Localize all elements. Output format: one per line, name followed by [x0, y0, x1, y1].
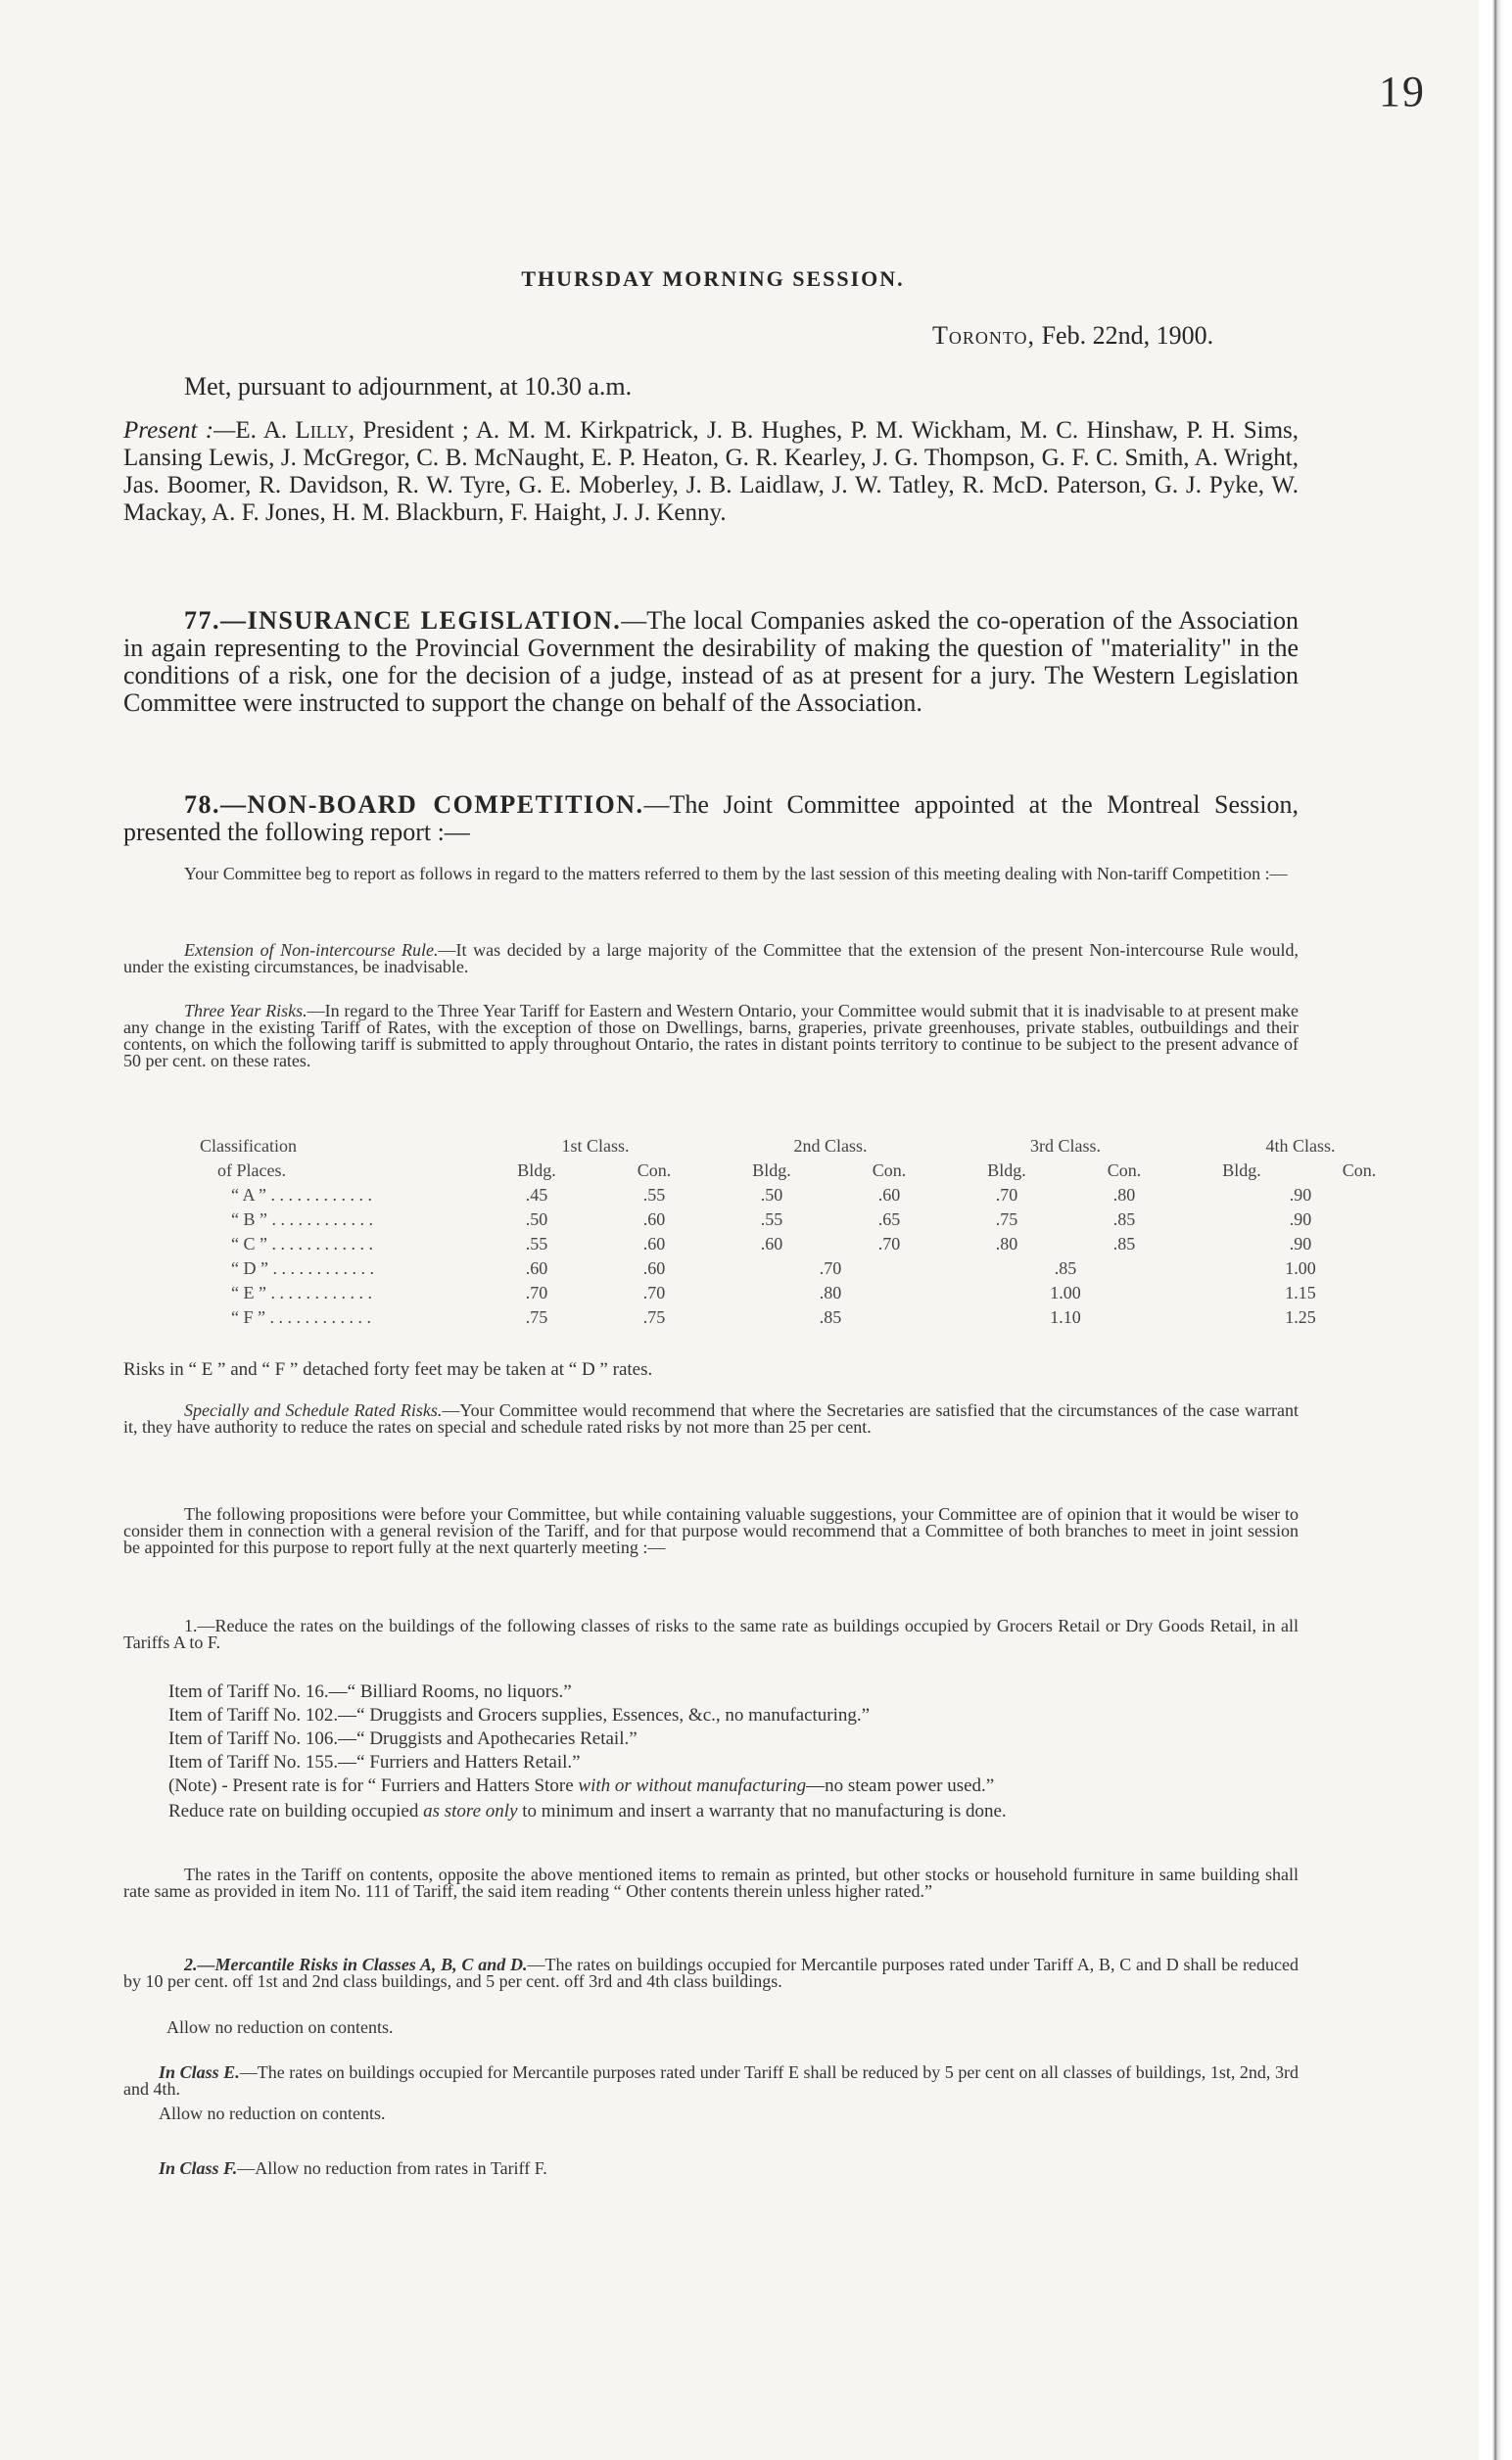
section-77-text: —The local Companies asked the co-operation of the Association in again representing to the Provincial Government the desirability of making the question of "materiality" in the conditions of a risk, one for the decision of a judge, instead of as at present for a jury. The Western Legislation Committee were instructed to support the change on behalf of the Association. [123, 606, 1299, 717]
table-header-con: Con. [637, 1160, 672, 1180]
report-mercantile [123, 1957, 1299, 1990]
table-header-bldg: Bldg. [987, 1160, 1026, 1180]
tariff-item-list [168, 1680, 1304, 1823]
report-following-propositions: The following propositions were before your Committee, but while containing valuable suggestions, your Committee are of opinion that it would be wiser to consider them in connection with a general revision of the Tariff, and for that purpose would recommend that a Committee of both branches to meet in joint session be appointed for this purpose to report fully at the next quarterly meeting :— [123, 1504, 1299, 1557]
table-header-classification: Classification [200, 1136, 297, 1156]
report-extension [123, 942, 1299, 975]
allow-no-reduction-1: Allow no reduction on contents. [166, 2017, 394, 2037]
rate-cell: .65 [877, 1209, 901, 1229]
rate-cell: .80 [995, 1234, 1018, 1254]
rate-cell: .80 [819, 1283, 842, 1302]
place-class: “ D ” . . . . . . . . . . . . [231, 1258, 374, 1278]
rate-cell: .50 [525, 1209, 548, 1229]
rate-cell: .55 [760, 1209, 783, 1229]
extension-title: Extension of Non-intercourse Rule. [184, 940, 439, 960]
table-header-con: Con. [872, 1160, 907, 1180]
class-f-text: —Allow no reduction from rates in Tariff F. [237, 2158, 547, 2178]
rate-cell: .70 [877, 1234, 901, 1254]
rate-cell: .75 [642, 1307, 666, 1327]
section-78 [123, 791, 1299, 846]
rate-cell: .80 [1112, 1185, 1136, 1205]
rate-cell: .60 [525, 1258, 548, 1278]
report-class-e [123, 2064, 1299, 2098]
place-class: “ F ” . . . . . . . . . . . . [231, 1307, 371, 1327]
table-header-2nd-class: 2nd Class. [793, 1136, 868, 1156]
table-header-4th-class: 4th Class. [1265, 1136, 1336, 1156]
list-item: Item of Tariff No. 102.—“ Druggists and Grocers supplies, Essences, &c., no manufacturing.” [168, 1705, 871, 1726]
rate-cell: 1.10 [1050, 1307, 1081, 1327]
rate-cell: 1.25 [1285, 1307, 1316, 1327]
present-lead: Present :— [123, 417, 236, 444]
rate-cell: .85 [1112, 1209, 1136, 1229]
rate-cell: .85 [819, 1307, 842, 1327]
mercantile-text: —The rates on buildings occupied for Mercantile purposes rated under Tariff A, B, C and D shall be reduced by 10 per cent. off 1st and 2nd class buildings, and 5 per cent. off 3rd and 4th class buildings. [123, 1955, 1299, 1991]
rate-cell: .75 [995, 1209, 1018, 1229]
table-header-bldg: Bldg. [1222, 1160, 1261, 1180]
reduce-line-a: Reduce rate on building occupied [168, 1801, 424, 1821]
class-e-title: In Class E. [159, 2062, 240, 2082]
table-row [182, 1305, 1418, 1330]
dateline-date: Feb. 22nd, 1900. [1041, 321, 1214, 350]
report-class-f [159, 2158, 547, 2179]
rate-cell: 1.15 [1285, 1283, 1316, 1302]
note-line [168, 1774, 1304, 1798]
attendees-paragraph [123, 417, 1299, 527]
mercantile-title: 2.—Mercantile Risks in Classes A, B, C and D. [184, 1955, 528, 1974]
rate-cell: .70 [819, 1258, 842, 1278]
rate-cell: .50 [760, 1185, 783, 1205]
section-78-text: —The Joint Committee appointed at the Montreal Session, presented the following report :— [123, 790, 1299, 846]
place-class: “ A ” . . . . . . . . . . . . [231, 1185, 372, 1205]
table-row [182, 1207, 1418, 1232]
table-header-3rd-class: 3rd Class. [1030, 1136, 1101, 1156]
table-header-con: Con. [1107, 1160, 1142, 1180]
page-edge [1479, 0, 1512, 2460]
dateline-place: Toronto, [932, 321, 1036, 350]
rate-cell: .85 [1054, 1258, 1077, 1278]
note-line-italic: with or without manufacturing [578, 1775, 807, 1796]
report-three-year [123, 1003, 1299, 1069]
list-item: Item of Tariff No. 106.—“ Druggists and Apothecaries Retail.” [168, 1728, 638, 1749]
class-e-text: —The rates on buildings occupied for Mercantile purposes rated under Tariff E shall be reduced by 5 per cent on all classes of buildings, 1st, 2nd, 3rd and 4th. [123, 2062, 1299, 2099]
rate-cell: .90 [1289, 1185, 1312, 1205]
rates-table [182, 1134, 1418, 1330]
rate-cell: .55 [642, 1185, 666, 1205]
note-line-c: —no steam power used.” [806, 1775, 995, 1796]
table-header-con: Con. [1342, 1160, 1377, 1180]
rate-cell: .90 [1289, 1209, 1312, 1229]
table-row [182, 1183, 1418, 1207]
session-title: THURSDAY MORNING SESSION. [521, 266, 905, 291]
table-row [182, 1232, 1418, 1256]
report-intro: Your Committee beg to report as follows in regard to the matters referred to them by the last session of this meeting dealing with Non-tariff Competition :— [184, 864, 1288, 883]
rate-cell: .45 [525, 1185, 548, 1205]
opening-line: Met, pursuant to adjournment, at 10.30 a.m. [184, 372, 633, 401]
rate-cell: .60 [642, 1234, 666, 1254]
report-rates-contents: The rates in the Tariff on contents, opposite the above mentioned items to remain as printed, but other stocks or household furniture in same building shall rate same as provided in item No. 111 of Tariff, the said item reading “ Other contents therein unless higher rated.” [123, 1865, 1299, 1901]
table-header-row [182, 1134, 1418, 1159]
section-78-heading: 78.—NON-BOARD COMPETITION. [184, 790, 644, 819]
rate-cell: 1.00 [1050, 1283, 1081, 1302]
three-year-text: —In regard to the Three Year Tariff for Eastern and Western Ontario, your Committee would submit that it is inadvisable to at present make any change in the existing Tariff of Rates, with the exception of those on Dwellings, barns, graperies, private greenhouses, private stables, outbuildings and their contents, on which the following tariff is submitted to apply throughout Ontario, the rates in distant points territory to continue to be subject to the present advance of 50 per cent. on these rates. [123, 1001, 1299, 1070]
president-name: E. A. Lilly, [235, 417, 355, 444]
rate-cell: .60 [642, 1209, 666, 1229]
rate-cell: .90 [1289, 1234, 1312, 1254]
table-header-places: of Places. [217, 1160, 286, 1180]
place-class: “ E ” . . . . . . . . . . . . [231, 1283, 372, 1302]
extension-text: —It was decided by a large majority of the Committee that the extension of the present Non-intercourse Rule would, under the existing circumstances, be inadvisable. [123, 940, 1299, 976]
reduce-line-italic: as store only [423, 1801, 518, 1821]
section-77 [123, 607, 1299, 717]
table-row [182, 1256, 1418, 1281]
special-text: —Your Committee would recommend that where the Secretaries are satisfied that the circumstances of the case warrant it, they have authority to reduce the rates on special and schedule rated risks by not more than 25 per cent. [123, 1400, 1299, 1437]
rate-cell: .85 [1112, 1234, 1136, 1254]
class-f-title: In Class F. [159, 2158, 238, 2178]
table-header-1st-class: 1st Class. [561, 1136, 630, 1156]
rate-cell: .60 [877, 1185, 901, 1205]
table-row [182, 1281, 1418, 1305]
list-item: Item of Tariff No. 16.—“ Billiard Rooms, no liquors.” [168, 1681, 572, 1702]
rate-cell: .60 [760, 1234, 783, 1254]
rate-cell: .70 [642, 1283, 666, 1302]
special-title: Specially and Schedule Rated Risks. [184, 1400, 443, 1420]
report-special-risks [123, 1402, 1299, 1436]
section-77-heading: 77.—INSURANCE LEGISLATION. [184, 606, 622, 635]
note-line-a: (Note) - Present rate is for “ Furriers and Hatters Store [168, 1775, 579, 1796]
allow-no-reduction-2: Allow no reduction on contents. [159, 2104, 386, 2123]
rate-cell: .70 [525, 1283, 548, 1302]
table-header-bldg: Bldg. [752, 1160, 791, 1180]
list-item: Item of Tariff No. 155.—“ Furriers and Hatters Retail.” [168, 1752, 581, 1773]
detached-risks-note: Risks in “ E ” and “ F ” detached forty feet may be taken at “ D ” rates. [123, 1359, 653, 1380]
dateline [932, 321, 1213, 351]
rate-cell: .60 [642, 1258, 666, 1278]
rate-cell: .75 [525, 1307, 548, 1327]
three-year-title: Three Year Risks. [184, 1001, 307, 1020]
rate-cell: 1.00 [1285, 1258, 1316, 1278]
page-number: 19 [1379, 68, 1426, 116]
place-class: “ B ” . . . . . . . . . . . . [231, 1209, 373, 1229]
rate-cell: .70 [995, 1185, 1018, 1205]
table-header-bldg: Bldg. [517, 1160, 556, 1180]
reduce-line [168, 1800, 1304, 1823]
reduce-line-c: to minimum and insert a warranty that no manufacturing is done. [517, 1801, 1007, 1821]
place-class: “ C ” . . . . . . . . . . . . [231, 1234, 373, 1254]
report-item-1: 1.—Reduce the rates on the buildings of the following classes of risks to the same rate as buildings occupied by Grocers Retail or Dry Goods Retail, in all Tariffs A to F. [123, 1616, 1299, 1652]
table-header-row [182, 1159, 1418, 1183]
attendees-list: President ; A. M. M. Kirkpatrick, J. B. Hughes, P. M. Wickham, M. C. Hinshaw, P. H. Sims, Lansing Lewis, J. McGregor, C. B. McNaught, E. P. Heaton, G. R. Kearley, J. G. Thompson, G. F. C. Smith, A. Wright, Jas. Boomer, R. Davidson, R. W. Tyre, G. E. Moberley, J. B. Laidlaw, J. W. Tatley, R. McD. Paterson, G. J. Pyke, W. Mackay, A. F. Jones, H. M. Blackburn, F. Haight, J. J. Kenny. [123, 417, 1299, 526]
rate-cell: .55 [525, 1234, 548, 1254]
